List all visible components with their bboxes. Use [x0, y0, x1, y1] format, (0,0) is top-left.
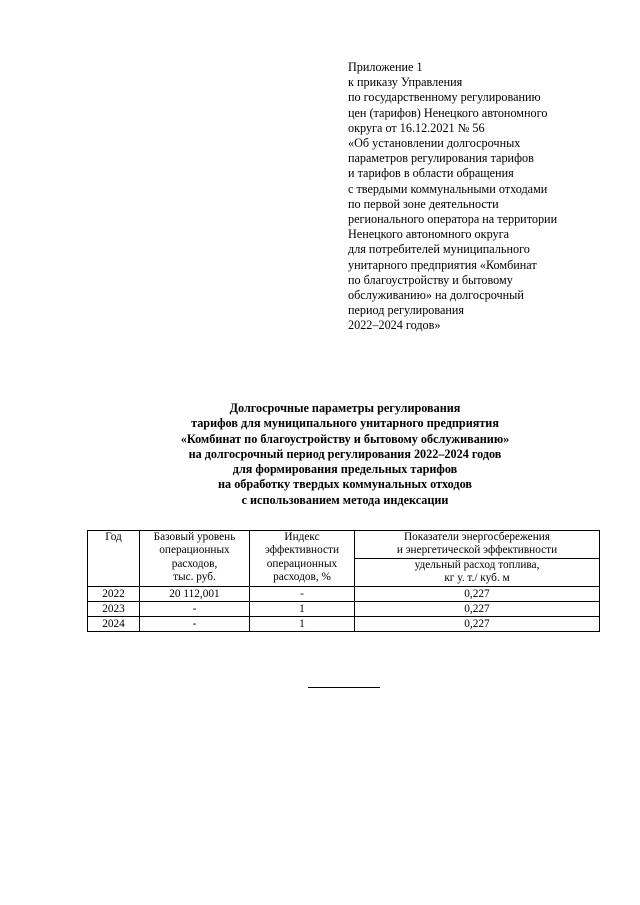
appendix-line: и тарифов в области обращения	[348, 166, 514, 181]
header-fuel-consumption: удельный расход топлива, кг у. т./ куб. м	[355, 558, 600, 586]
cell-index: 1	[250, 601, 355, 616]
cell-year: 2023	[88, 601, 140, 616]
appendix-line: Приложение 1	[348, 60, 423, 74]
appendix-line: «Об установлении долгосрочных	[348, 136, 521, 151]
appendix-line: для потребителей муниципального	[348, 242, 530, 257]
cell-base: -	[140, 601, 250, 616]
appendix-line: по государственному регулированию	[348, 90, 541, 105]
title-line: тарифов для муниципального унитарного предприятия	[191, 416, 499, 431]
title-line: для формирования предельных тарифов	[232, 462, 458, 477]
header-efficiency-index: Индекс эффективности операционных расходов, %	[250, 531, 355, 587]
title-line: Долгосрочные параметры регулирования	[229, 401, 461, 415]
table-row	[88, 601, 600, 616]
appendix-line: обслуживанию» на долгосрочный	[348, 288, 524, 303]
appendix-line: 2022–2024 годов»	[348, 318, 441, 333]
appendix-line: с твердыми коммунальными отходами	[348, 181, 548, 196]
appendix-line: к приказу Управления	[348, 75, 463, 90]
cell-year: 2022	[88, 586, 140, 601]
cell-base: 20 112,001	[140, 586, 250, 601]
appendix-line: округа от 16.12.2021 № 56	[348, 120, 485, 135]
document-title	[20, 401, 640, 508]
title-line: с использованием метода индексации	[241, 492, 449, 507]
cell-fuel: 0,227	[355, 586, 600, 601]
appendix-line: регионального оператора на территории	[348, 212, 558, 227]
cell-year: 2024	[88, 616, 140, 631]
appendix-line: по первой зоне деятельности	[348, 196, 499, 211]
appendix-line: по благоустройству и бытовому	[348, 272, 513, 287]
cell-fuel: 0,227	[355, 601, 600, 616]
header-year: Год	[88, 531, 140, 587]
table-row	[88, 616, 600, 631]
appendix-line: параметров регулирования тарифов	[348, 151, 534, 166]
appendix-header	[348, 60, 618, 334]
closing-divider	[308, 687, 380, 688]
title-line: на обработку твердых коммунальных отходов	[218, 477, 472, 492]
parameters-table	[87, 530, 600, 632]
title-line: на долгосрочный период регулирования 2022–2024 годов	[188, 446, 502, 461]
title-line: «Комбинат по благоустройству и бытовому обслуживанию»	[180, 431, 510, 446]
table-row	[88, 586, 600, 601]
cell-fuel: 0,227	[355, 616, 600, 631]
appendix-line: цен (тарифов) Ненецкого автономного	[348, 105, 548, 120]
cell-index: -	[250, 586, 355, 601]
appendix-line: период регулирования	[348, 303, 465, 318]
header-base-level: Базовый уровень операционных расходов, тыс. руб.	[140, 531, 250, 587]
cell-base: -	[140, 616, 250, 631]
cell-index: 1	[250, 616, 355, 631]
appendix-line: унитарного предприятия «Комбинат	[348, 257, 537, 272]
header-energy-indicators: Показатели энергосбережения и энергетической эффективности	[355, 531, 600, 559]
appendix-line: Ненецкого автономного округа	[348, 227, 510, 242]
